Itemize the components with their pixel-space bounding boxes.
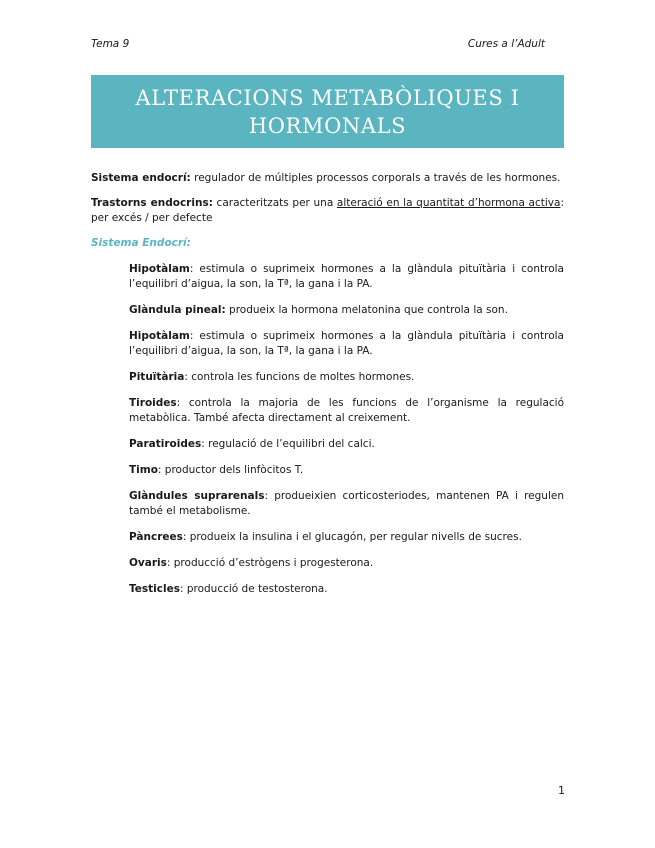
definition: regulador de múltiples processos corporals a través de les hormones. — [190, 172, 561, 184]
gland-item — [129, 396, 564, 426]
gland-name: Paratiroides — [129, 438, 202, 450]
gland-description: : produeixien corticosteriodes, mantenen PA i regulen també el metabolisme. — [129, 490, 564, 517]
gland-item — [129, 530, 564, 545]
gland-description: : produeix la insulina i el glucagón, per regular nivells de sucres. — [182, 531, 522, 543]
gland-name: Pàncrees — [129, 531, 183, 543]
underlined-phrase: alteració en la quantitat d’hormona activa — [336, 197, 561, 209]
gland-item — [129, 262, 564, 292]
gland-description: : producció de testosterona. — [179, 583, 328, 595]
gland-name: Tiroides — [129, 397, 177, 409]
gland-description: : controla la majoria de les funcions de l’organisme la regulació metabòlica. També afecta directament al creixement. — [129, 397, 564, 424]
gland-name: Testicles — [129, 583, 180, 595]
page-title: ALTERACIONS METABÒLIQUES I HORMONALS — [135, 85, 520, 138]
gland-description: : producció d’estrògens i progesterona. — [166, 557, 374, 569]
gland-name: Hipotàlam — [129, 263, 190, 275]
gland-item — [129, 556, 564, 571]
gland-item — [129, 370, 564, 385]
gland-item — [129, 582, 564, 597]
gland-name: Pituïtària — [129, 371, 185, 383]
intro-paragraph-endocrine-system — [91, 171, 564, 186]
gland-description: : estimula o suprimeix hormones a la glàndula pituïtària i controla l’equilibri d’aigua, la son, la Tª, la gana i la PA. — [129, 330, 564, 357]
gland-name: Glàndules suprarenals — [129, 490, 265, 502]
page-number: 1 — [558, 784, 565, 797]
gland-description: : estimula o suprimeix hormones a la glàndula pituïtària i controla l’equilibri d’aigua, la son, la Tª, la gana i la PA. — [129, 263, 564, 290]
gland-name: Ovaris — [129, 557, 167, 569]
gland-description: produeix la hormona melatonina que controla la son. — [225, 304, 508, 316]
gland-description: : regulació de l’equilibri del calci. — [201, 438, 375, 450]
gland-name: Glàndula pineal: — [129, 304, 226, 316]
gland-name: Timo — [129, 464, 158, 476]
header-topic: Tema 9 — [91, 38, 130, 50]
definition-end: : per excés / per defecte — [91, 197, 564, 224]
section-heading: Sistema Endocrí: — [91, 237, 191, 249]
document-body — [91, 171, 564, 608]
gland-description: : controla les funcions de moltes hormones. — [184, 371, 415, 383]
term: Sistema endocrí: — [91, 172, 191, 184]
gland-description: : productor dels linfòcitos T. — [157, 464, 304, 476]
gland-item — [129, 463, 564, 478]
gland-item — [129, 329, 564, 359]
definition-start: caracteritzats per una — [212, 197, 337, 209]
title-banner — [91, 75, 564, 148]
gland-item — [129, 303, 564, 318]
intro-paragraph-endocrine-disorders — [91, 196, 564, 226]
gland-item — [129, 437, 564, 452]
gland-item — [129, 489, 564, 519]
gland-name: Hipotàlam — [129, 330, 190, 342]
header-course: Cures a l’Adult — [467, 38, 545, 50]
term: Trastorns endocrins: — [91, 197, 213, 209]
